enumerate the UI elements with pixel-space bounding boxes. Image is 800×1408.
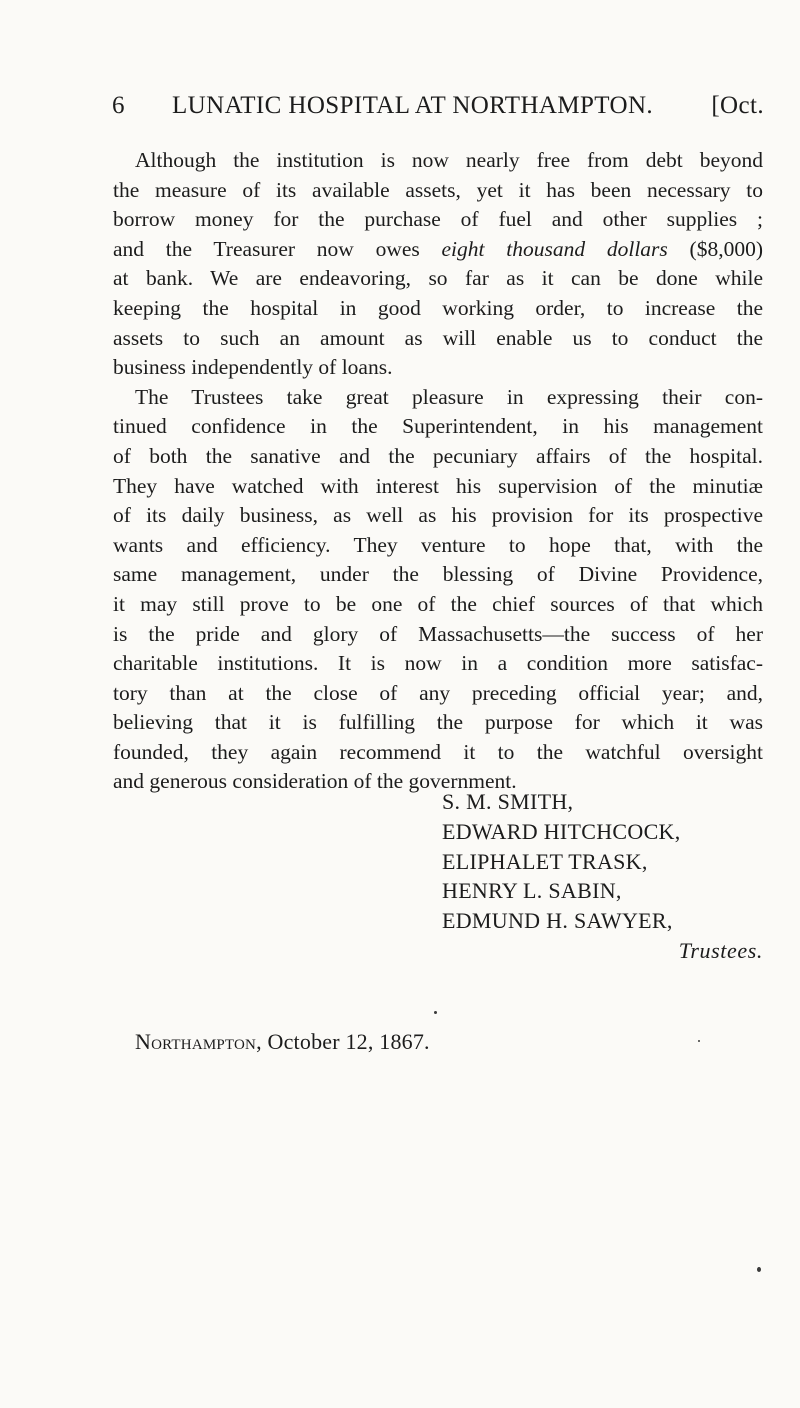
text-segment: at bank. We are endeavoring, so far as it can be done while — [113, 266, 763, 291]
text-line — [113, 679, 763, 709]
paragraph — [113, 146, 763, 383]
paper-speck — [757, 1267, 761, 1272]
text-line — [113, 146, 763, 176]
text-line — [113, 531, 763, 561]
dateline — [135, 1029, 430, 1055]
text-segment: tinued confidence in the Superintendent, in his management — [113, 414, 763, 439]
text-segment: same management, under the blessing of Divine Providence, — [113, 562, 763, 587]
text-segment: charitable institutions. It is now in a condition more satisfac- — [113, 651, 763, 676]
page-number: 6 — [112, 92, 125, 119]
text-line — [113, 294, 763, 324]
text-segment: and generous consideration of the government. — [113, 769, 517, 794]
text-line — [113, 353, 763, 383]
paper-speck — [434, 1011, 437, 1014]
text-segment: The Trustees take great pleasure in expressing their con- — [135, 384, 763, 409]
text-line — [113, 501, 763, 531]
text-line — [113, 324, 763, 354]
text-segment: Although the institution is now nearly free from debt beyond — [135, 148, 763, 172]
text-segment: They have watched with interest his supervision of the minutiæ — [113, 473, 763, 498]
text-segment: founded, they again recommend it to the watchful oversight — [113, 739, 763, 764]
signature-name: S. M. SMITH, — [442, 789, 574, 814]
signature-name: EDWARD HITCHCOCK, — [442, 818, 681, 844]
dateline-place: Northampton, — [135, 1029, 262, 1054]
text-segment: of its daily business, as well as his provision for its prospective — [113, 503, 763, 528]
text-segment: keeping the hospital in good working order, to increase the — [113, 295, 763, 320]
text-segment: ($8,000) — [667, 236, 763, 261]
text-line — [113, 205, 763, 235]
text-line — [113, 620, 763, 650]
text-segment: the measure of its available assets, yet it has been necessary to — [113, 177, 763, 202]
text-segment: of both the sanative and the pecuniary affairs of the hospital. — [113, 443, 763, 468]
text-line — [113, 383, 763, 413]
text-segment: it may still prove to be one of the chief sources of that which — [113, 591, 763, 616]
text-line — [113, 264, 763, 294]
text-line — [113, 442, 763, 472]
text-segment: and the Treasurer now owes — [113, 236, 442, 261]
text-segment: tory than at the close of any preceding official year; and, — [113, 680, 763, 705]
text-line — [113, 708, 763, 738]
signature-block — [442, 787, 767, 966]
text-line — [113, 590, 763, 620]
text-segment: believing that it is fulfilling the purpose for which it was — [113, 710, 763, 735]
paper-speck — [698, 1040, 700, 1042]
text-segment: is the pride and glory of Massachusetts—the success of her — [113, 621, 763, 646]
dateline-date: October 12, 1867. — [267, 1029, 430, 1054]
signature-title: Trustees. — [678, 937, 763, 963]
running-head-date: [Oct. — [711, 92, 764, 119]
text-segment: wants and efficiency. They venture to hope that, with the — [113, 532, 763, 557]
signature-name: EDMUND H. SAWYER, — [442, 908, 673, 934]
text-line — [113, 738, 763, 768]
text-segment: assets to such an amount as will enable us to conduct the — [113, 325, 763, 350]
text-line — [113, 235, 763, 265]
text-line — [113, 412, 763, 442]
running-head — [112, 92, 764, 126]
text-segment: business independently of loans. — [113, 355, 393, 380]
text-line — [113, 472, 763, 502]
text-line — [113, 560, 763, 590]
text-segment: borrow money for the purchase of fuel and other supplies ; — [113, 207, 763, 232]
body-text — [113, 146, 763, 797]
signature-name: ELIPHALET TRASK, — [442, 848, 648, 874]
emphasis-text: eight thousand dollars — [441, 236, 668, 261]
text-line — [113, 176, 763, 206]
running-head-title: LUNATIC HOSPITAL AT NORTHAMPTON. — [172, 92, 654, 119]
text-line — [113, 649, 763, 679]
paragraph — [113, 383, 763, 797]
signature-name: HENRY L. SABIN, — [442, 878, 622, 904]
